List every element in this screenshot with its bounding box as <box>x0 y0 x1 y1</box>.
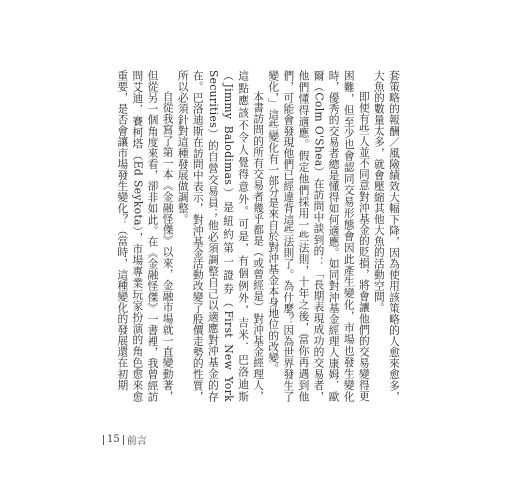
body-text <box>102 70 402 402</box>
paragraph-2: 即使有些人並不同意對沖基金的貶損，將會讓他們的交易變得更困難，但至少也會認同交易形態會因此產生變化，市場也發生變化時，優秀的交易者總是懂得如何適應。如同對沖基金經理人康姆．歐爾（Colm O'Shea）在訪問中談到的：「長期表現成功的交易者，他們懂得適應。假定他們採用一些法則，十年之後，當你再遇到他們，可能會發現他們已經違背這些法則了。為什麼？因為世界發生了變化，」這些變化有一部分是來自於對沖基金本身地位的改變。 <box>267 70 371 402</box>
footer-divider <box>123 435 124 445</box>
paragraph-1: 套策略的報酬／風險績效大幅下降，因為使用該策略的人愈來愈多，大魚的數量太多，就會壓縮其他大魚的活動空間。 <box>372 70 401 402</box>
section-title: 前言 <box>126 436 147 447</box>
paragraph-3: 本書訪問的所有交易者幾乎都是（或曾經是）對沖基金經理人，這點應該不令人覺得意外。可是，有個例外，吉米．巴洛迪斯（Jimmy Balodimas）是紐約第一證券（First New York Securities）的自營交易員；他必須調整自己以適應對沖基金的存在。巴洛迪斯在訪問中表示，對沖基金活動改變了股價走勢的性質，所以必須針對這種發展做調整。 <box>176 70 266 402</box>
paragraph-4: 自從我寫了第一本《金融怪傑》以來，金融市場就一直變動著，但從另一個角度來看，卻非如此。在《金融怪傑》一書裡，我曾經訪問艾迪．賽柯塔（Ed Seykota），市場專業玩家扮演的角色愈來愈重要，是否會讓市場發生變化？（當時，這種變化的發展還在初期 <box>116 70 175 402</box>
page-number: 15 <box>107 434 120 445</box>
page-footer <box>103 432 147 447</box>
footer-divider <box>103 435 104 445</box>
